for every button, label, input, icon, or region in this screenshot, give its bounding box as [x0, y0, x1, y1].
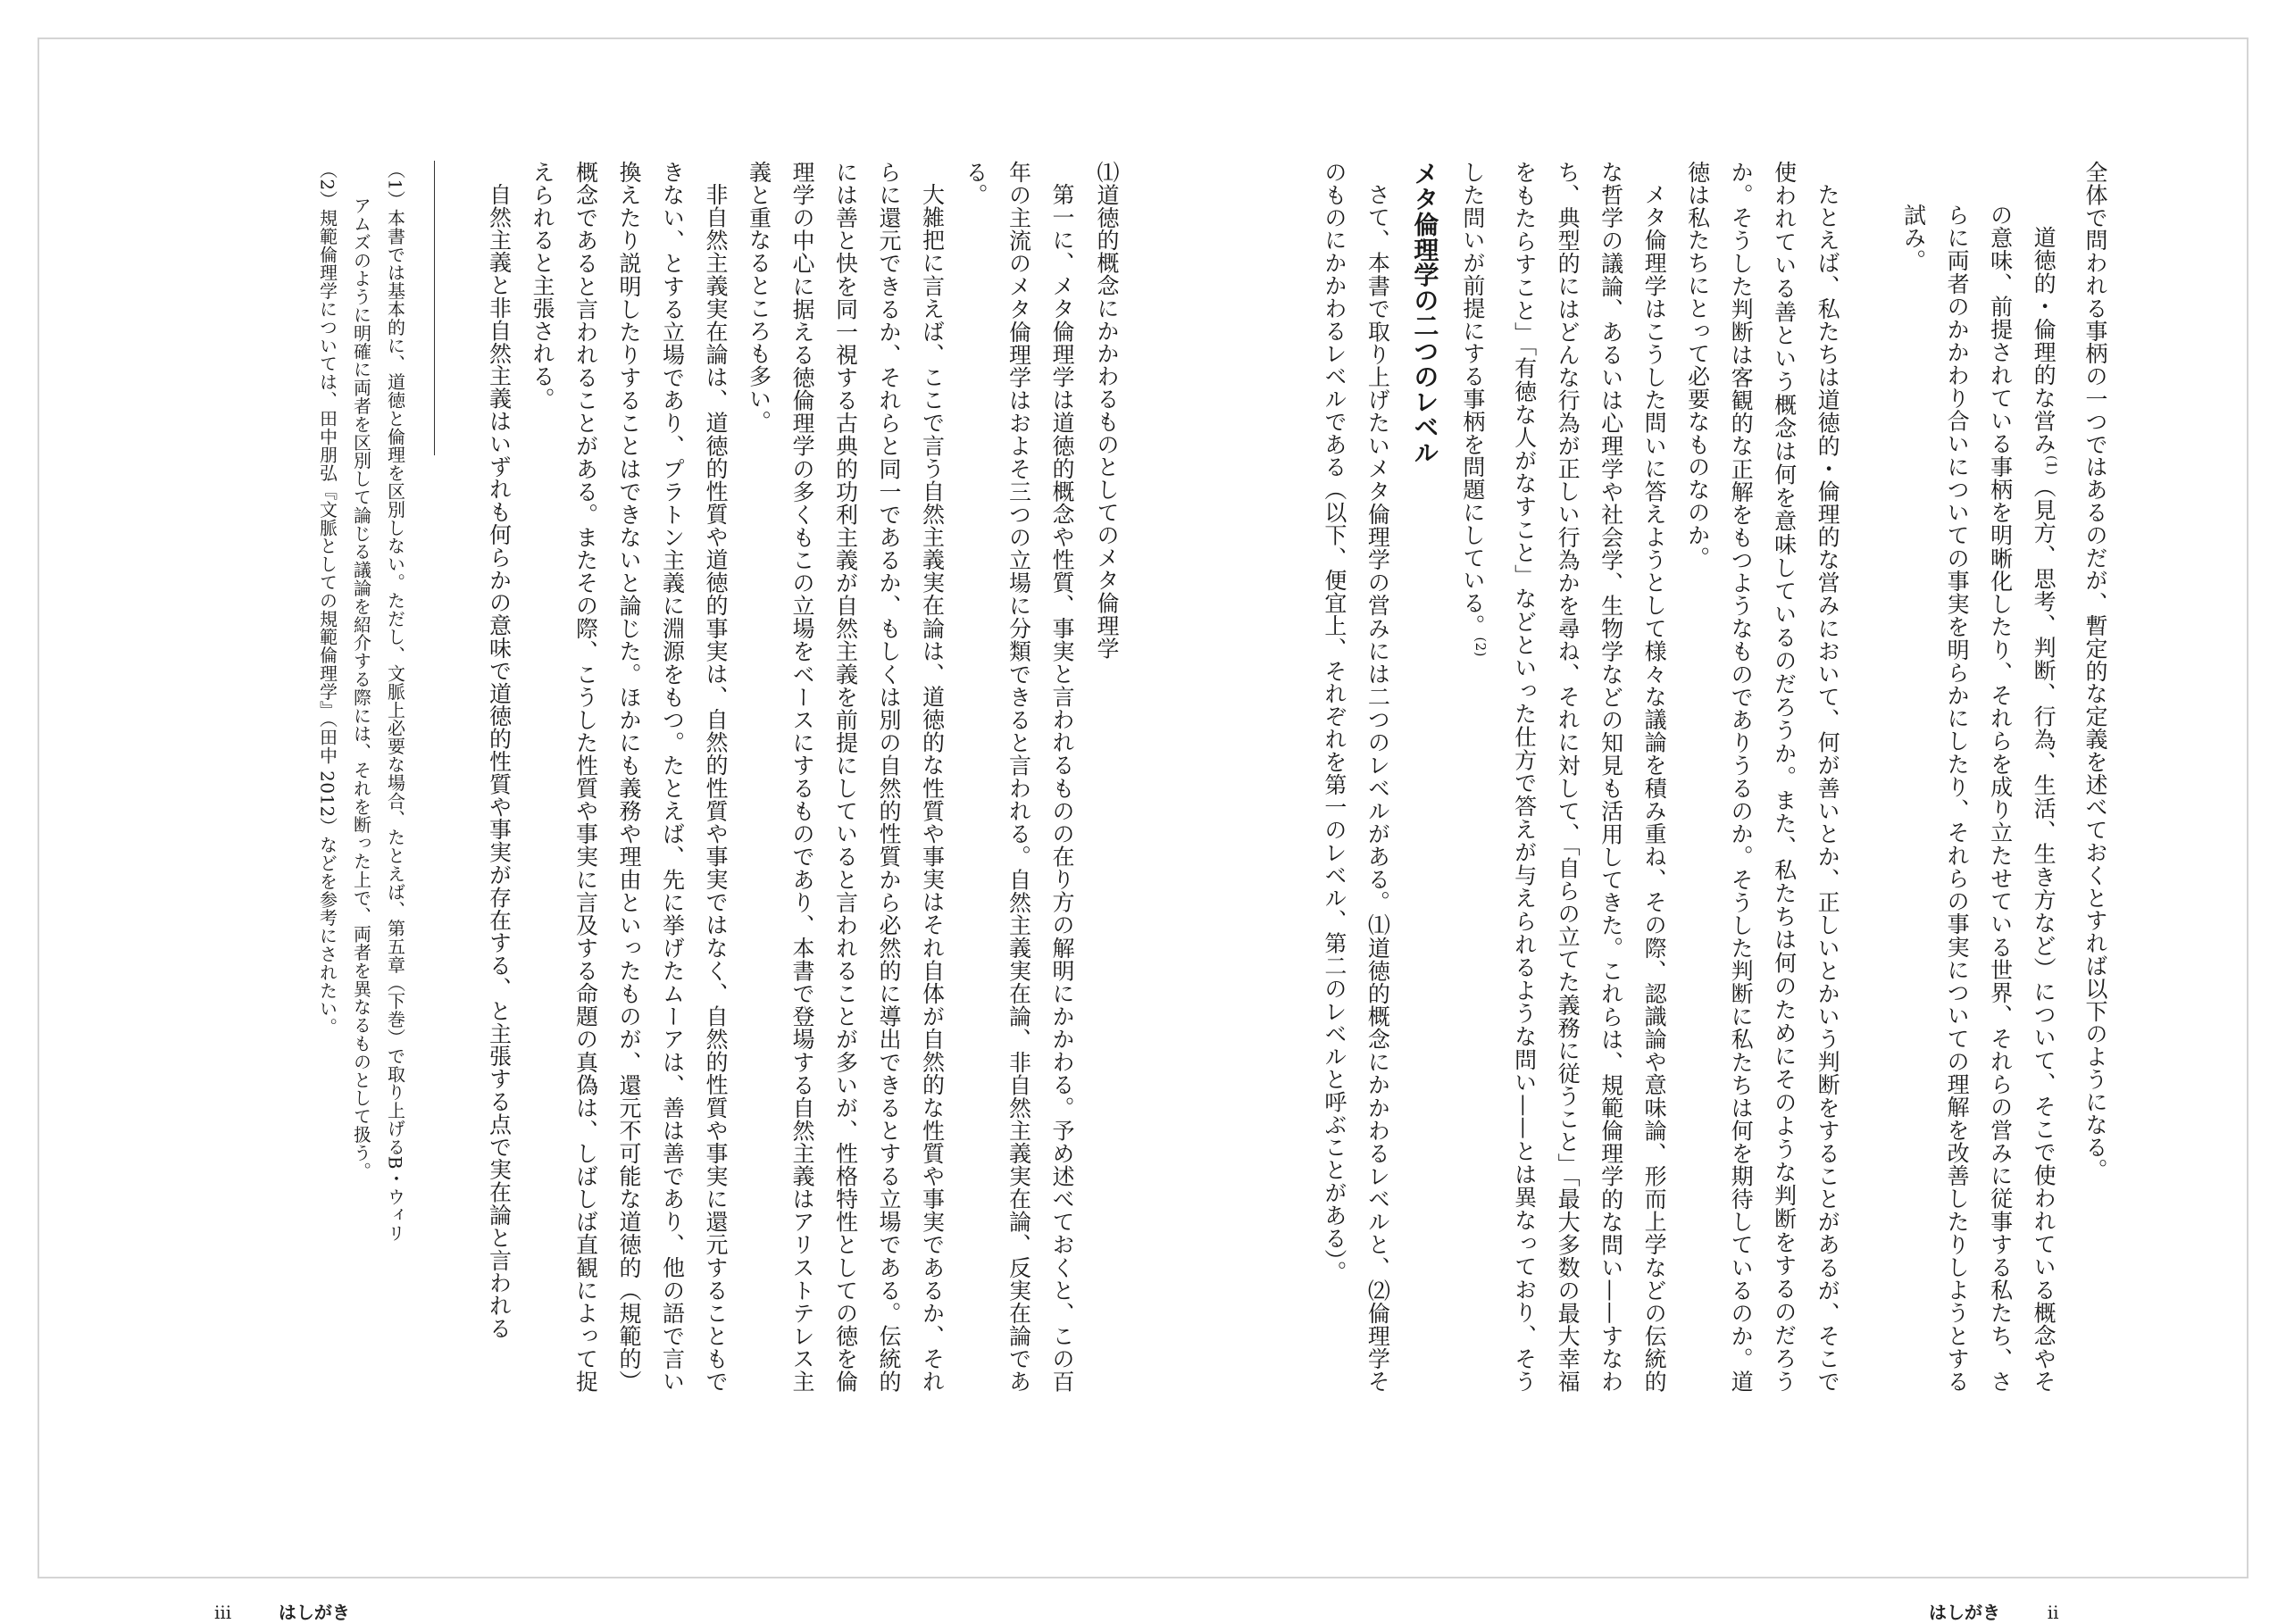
- right-footer: [1929, 1598, 2059, 1624]
- page-number: iii: [214, 1602, 232, 1623]
- footnote-1-continued: アムズのように明確に両者を区別して論じる議論を紹介する際には、それを断った上で、両者を異なるものとして扱う。: [350, 196, 372, 1180]
- spacer: [455, 161, 477, 1393]
- paragraph: 自然主義と非自然主義はいずれも何らかの意味で道徳的性質や事実が存在する、と主張する点で実在論と言われる: [486, 183, 513, 1340]
- paragraph-with-note: [1450, 161, 1675, 1393]
- left-footer: [214, 1598, 350, 1624]
- note-ref-1[interactable]: (1): [2043, 454, 2060, 476]
- paragraph: 大雑把に言えば、ここで言う自然主義実在論は、道徳的な性質や事実はそれ自体が自然的な性質や事実であるか、それらに還元できるか、それらと同一であるか、もしくは別の自然的性質から必然的に導出できるとする立場である。伝統的には善と快を同一視する古典的功利主義が自然主義を前提にしていると言われることが多いが、性格特性としての徳を倫理学の中心に据える徳倫理学の多くもこの立場をベースにするものであり、本書で登場する自然主義はアリストテレス主義と重なるところも多い。: [746, 161, 946, 1393]
- subsection-heading: ⑴道徳的概念にかかわるものとしてのメタ倫理学: [1094, 161, 1120, 660]
- definition-text: （見方、思考、判断、行為、生活、生き方など）について、そこで使われている概念やその意味、前提されている事柄を明晰化したり、それらを成り立たせている世界、それらの営みに従事する私たち、さらに両者のかかわり合いについての事実を明らかにしたり、それらの事実についての理解を改善したりしようとする試み。: [1900, 204, 2057, 1393]
- paragraph: たとえば、私たちは道徳的・倫理的な営みにおいて、何が善いとか、正しいとかいう判断をすることがあるが、そこで使われている善という概念は何を意味しているのだろうか。また、私たちは何のためにそのような判断をするのだろうか。そうした判断は客観的な正解をもつようなものでありうるのか。そうした判断に私たちは何を期待しているのか。道徳は私たちにとって必要なものなのか。: [1684, 161, 1841, 1393]
- left-page: [165, 161, 1130, 1623]
- definition-term: 道徳的・倫理的な営み: [2031, 226, 2057, 455]
- paragraph: 第一に、メタ倫理学は道徳的概念や性質、事実と言われるものの在り方の解明にかかわる。予め述べておくと、この百年の主流のメタ倫理学はおよそ三つの立場に分類できると言われる。自然主義実在論、非自然主義実在論、反実在論である。: [963, 161, 1075, 1393]
- definition-paragraph: [1891, 161, 2073, 1393]
- page-number: ii: [2047, 1602, 2059, 1623]
- paragraph-text: メタ倫理学はこうした問いに答えようとして様々な議論を積み重ね、その際、認識論や意味論、形而上学などの伝統的な哲学の議論、あるいは心理学や社会学、生物学などの知見も活用してきた。これらは、規範倫理学的な問い——すなわち、典型的にはどんな行為が正しい行為かを尋ね、それに対して、「自らの立てた義務に従うこと」「最大多数の最大幸福をもたらすこと」「有徳な人がなすこと」などといった仕方で答えが与えられるような問い——とは異なっており、そうした問いが前提にする事柄を問題にしている。: [1459, 161, 1668, 1393]
- right-page: [1152, 161, 2116, 1623]
- running-title: はしがき: [1929, 1602, 2000, 1623]
- section-heading: メタ倫理学の二つのレベル: [1410, 161, 1440, 465]
- footnote-2: （2）規範倫理学については、田中朋弘『文脈としての規範倫理学』（田中 2012）などを参考にされたい。: [316, 161, 338, 1037]
- right-page-body: [1152, 161, 2116, 1393]
- running-title: はしがき: [278, 1602, 350, 1623]
- footnote-rule: [434, 161, 435, 455]
- paragraph: 非自然主義実在論は、道徳的性質や道徳的事実は、自然的性質や事実ではなく、自然的性質や事実に還元することもできない、とする立場であり、プラトン主義に淵源をもつ。たとえば、先に挙げたムーアは、善は善であり、他の語で言い換えたり説明したりすることはできないと論じた。ほかにも義務や理由といったものが、還元不可能な道徳的（規範的）概念であると言われることがある。またその際、こうした性質や事実に言及する命題の真偽は、しばしば直観によって捉えられると主張される。: [530, 161, 729, 1393]
- left-page-body: [165, 161, 1130, 1393]
- note-ref-2[interactable]: (2): [1473, 637, 1489, 657]
- paragraph: さて、本書で取り上げたいメタ倫理学の営みには二つのレベルがある。⑴道徳的概念にかかわるレベルと、⑵倫理学そのものにかかわるレベルである（以下、便宜上、それぞれを第一のレベル、第二のレベルと呼ぶことがある）。: [1321, 161, 1391, 1393]
- footnotes: [311, 161, 413, 1393]
- spacer: [1848, 161, 1891, 1393]
- footnote-1: （1）本書では基本的に、道徳と倫理を区別しない。ただし、文脈上必要な場合、たとえば、第五章（下巻）で取り上げるB・ウィリ: [384, 161, 406, 1243]
- paragraph: 全体で問われる事柄の一つではあるのだが、暫定的な定義を述べておくとすれば以下のようになる。: [2082, 161, 2108, 1181]
